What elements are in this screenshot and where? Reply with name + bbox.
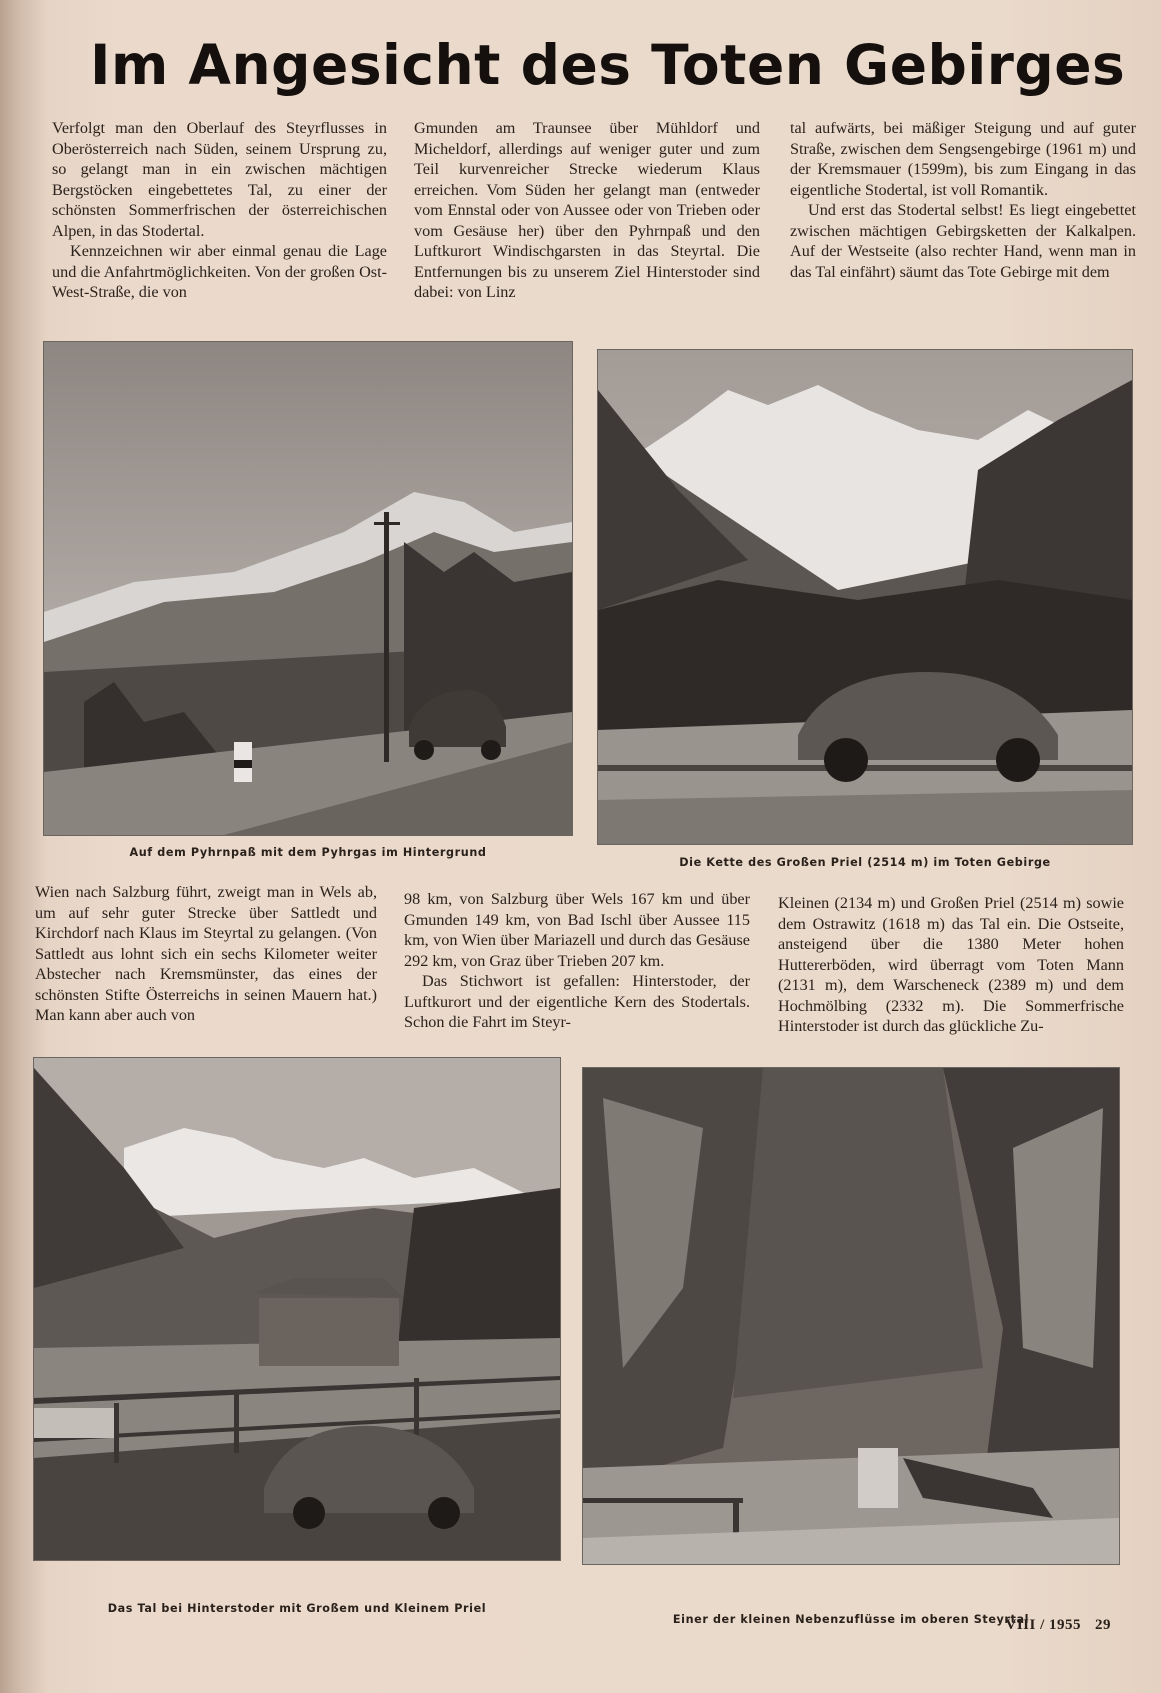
- text-column-2-top: [414, 118, 760, 303]
- text-column-1-top: [52, 118, 387, 303]
- text-column-2-middle: [404, 889, 750, 1033]
- paragraph: Kennzeichnen wir aber einmal genau die Lage und die Anfahrtmöglichkeiten. Von der großen Ost-West-Straße, die von: [52, 242, 387, 301]
- paragraph: 98 km, von Salzburg über Wels 167 km und über Gmunden 149 km, von Bad Ischl über Aussee 115 km, von Wien über Mariazell und durch das Gesäuse 292 km, von Graz über Trieben 207 km.: [404, 890, 750, 970]
- issue-number: VIII / 1955: [1005, 1617, 1081, 1633]
- paragraph: Das Stichwort ist gefallen: Hinterstoder, der Luftkurort und der eigentliche Kern des Stodertals. Schon die Fahrt im Steyr-: [404, 972, 750, 1031]
- photo-caption: Einer der kleinen Nebenzuflüsse im oberen Steyrtal: [672, 1613, 1030, 1626]
- photo-pyhrnpass: [44, 342, 572, 835]
- photo-nebenzufluss-image: [583, 1068, 1119, 1564]
- paragraph: Gmunden am Traunsee über Mühldorf und Micheldorf, allerdings auf weniger guter und zum Teil kurvenreicher Strecke wiederum Klaus erreichen. Vom Süden her gelangt man (entweder vom Ennstal oder von Aussee oder von Trieben oder vom Gesäuse her) über den Pyhrnpaß und den Luftkurort Windischgarsten in das Steyrtal. Die Entfernungen bis zu unserem Ziel Hinterstoder sind dabei: von Linz: [414, 119, 760, 301]
- paragraph: tal aufwärts, bei mäßiger Steigung und auf guter Straße, zwischen dem Sengsengebirge (1961 m) und der Kremsmauer (1599m), bis zum Eingang in das eigentliche Stodertal, ist voll Romantik.: [790, 119, 1136, 199]
- paragraph: Kleinen (2134 m) und Großen Priel (2514 m) sowie dem Ostrawitz (1618 m) das Tal ein. Die Ostseite, ansteigend über die 1380 Meter hohen Huttererböden, wird überragt vom Toten Mann (2131 m), dem Warscheneck (2389 m) und dem Hochmölbing (2332 m). Die Sommerfrische Hinterstoder ist durch das glückliche Zu-: [778, 894, 1124, 1035]
- photo-grosser-priel-image: [598, 350, 1132, 844]
- text-column-1-middle: [35, 882, 377, 1026]
- page-footer: [991, 1617, 1111, 1634]
- photo-tal-hinterstoder-image: [34, 1058, 560, 1560]
- paragraph: Wien nach Salzburg führt, zweigt man in Wels ab, um auf sehr guter Strecke über Sattledt und Kirchdorf nach Klaus im Steyrtal zu gelangen. (Von Sattledt aus lohnt sich ein sechs Kilometer weiter Abstecher nach Kremsmünster, das eines der schönsten Stifte Österreichs in seinen Mauern hat.) Man kann aber auch von: [35, 883, 377, 1024]
- photo-caption: Auf dem Pyhrnpaß mit dem Pyhrgas im Hintergrund: [129, 846, 487, 859]
- paragraph: Verfolgt man den Oberlauf des Steyrflusses in Oberösterreich nach Süden, seinem Ursprung zu, so gelangt man in ein zwischen mächtigen Bergstöcken eingebettetes Tal, zu einer der schönsten Sommerfrischen der österreichischen Alpen, in das Stodertal.: [52, 119, 387, 240]
- text-column-3-middle: [778, 893, 1124, 1037]
- article-title: Im Angesicht des Toten Gebirges: [90, 33, 1126, 97]
- photo-grosser-priel: [598, 350, 1132, 844]
- page-number: 29: [1095, 1617, 1111, 1633]
- paragraph: Und erst das Stodertal selbst! Es liegt eingebettet zwischen mächtigen Gebirgsketten der Kalkalpen. Auf der Westseite (also rechter Hand, wenn man in das Tal einfährt) säumt das Tote Gebirge mit dem: [790, 201, 1136, 281]
- text-column-3-top: [790, 118, 1136, 282]
- photo-pyhrnpass-image: [44, 342, 572, 835]
- photo-caption: Das Tal bei Hinterstoder mit Großem und Kleinem Priel: [107, 1602, 487, 1615]
- photo-tal-hinterstoder: [34, 1058, 560, 1560]
- photo-caption: Die Kette des Großen Priel (2514 m) im Toten Gebirge: [679, 856, 1051, 869]
- photo-nebenzufluss: [583, 1068, 1119, 1564]
